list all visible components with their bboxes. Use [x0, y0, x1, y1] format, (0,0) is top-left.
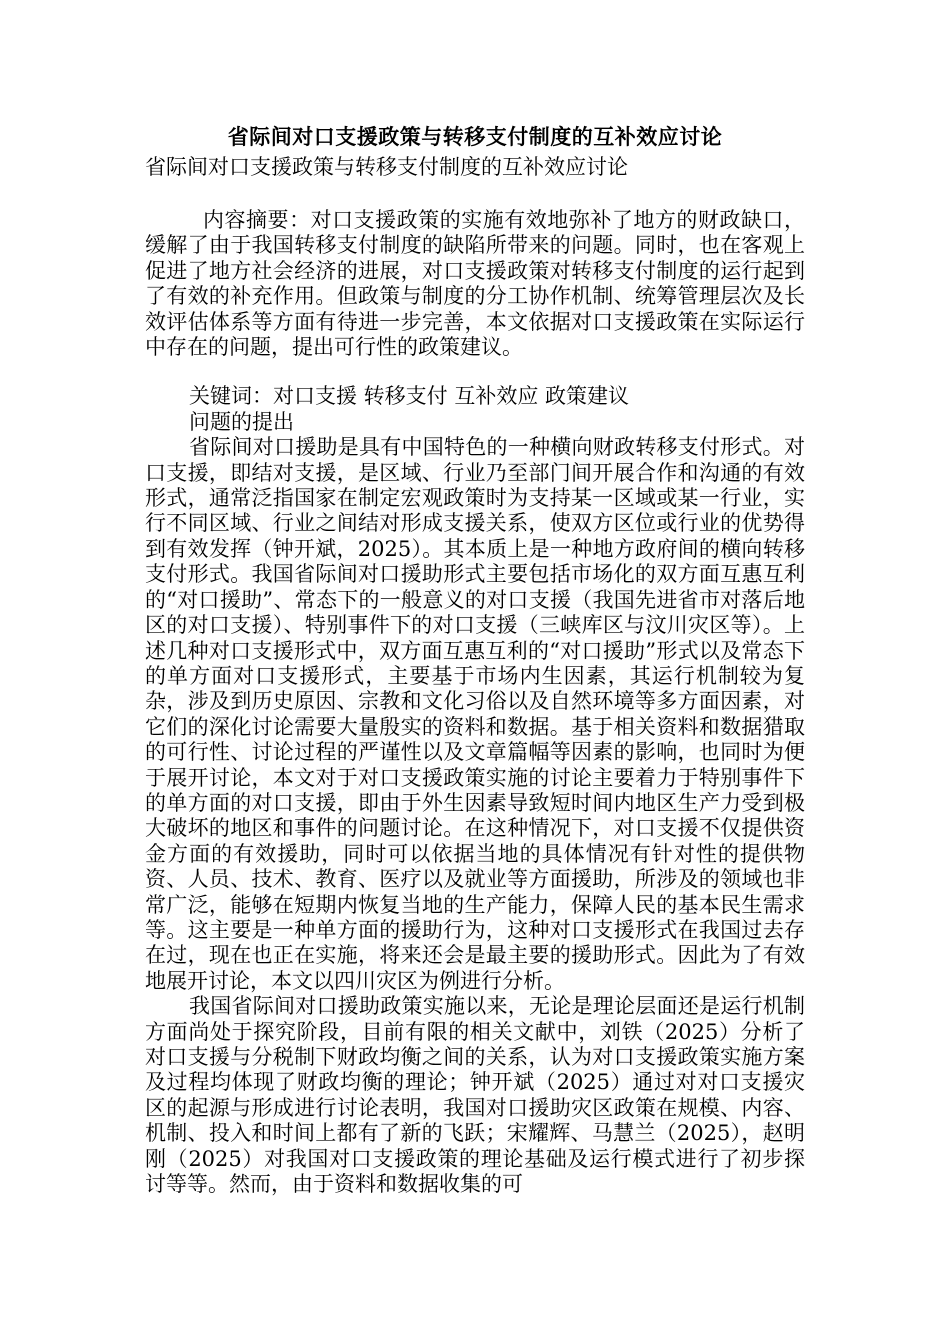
document-subtitle: 省际间对口支援政策与转移支付制度的互补效应讨论	[145, 155, 628, 179]
document-body	[145, 122, 805, 1197]
keywords-line: 关键词：对口支援 转移支付 互补效应 政策建议	[189, 384, 630, 409]
document-title: 省际间对口支援政策与转移支付制度的互补效应讨论	[227, 124, 723, 149]
body-paragraph-2: 我国省际间对口援助政策实施以来，无论是理论层面还是运行机制方面尚处于探究阶段，目前有限的相关文献中，刘铁（2025）分析了对口支援与分税制下财政均衡之间的关系，认为对口支援政策实施方案及过程均体现了财政均衡的理论；钟开斌（2025）通过对对口支援灾区的起源与形成进行讨论表明，我国对口援助灾区政策在规模、内容、机制、投入和时间上都有了新的飞跃；宋耀辉、马慧兰（2025），赵明刚（2025）对我国对口支援政策的理论基础及运行模式进行了初步探讨等等。然而，由于资料和数据收集的可	[145, 994, 805, 1197]
section-heading: 问题的提出	[189, 409, 294, 434]
body-paragraph-1: 省际间对口援助是具有中国特色的一种横向财政转移支付形式。对口支援，即结对支援，是区域、行业乃至部门间开展合作和沟通的有效形式，通常泛指国家在制定宏观政策时为支持某一区域或某一行业，实行不同区域、行业之间结对形成支援关系，使双方区位或行业的优势得到有效发挥（钟开斌，2025）。其本质上是一种地方政府间的横向转移支付形式。我国省际间对口援助形式主要包括市场化的双方面互惠互利的“对口援助”、常态下的一般意义的对口支援（我国先进省市对落后地区的对口支援）、特别事件下的对口支援（三峡库区与汶川灾区等）。上述几种对口支援形式中，双方面互惠互利的“对口援助”形式以及常态下的单方面对口支援形式，主要基于市场内生因素，其运行机制较为复杂，涉及到历史原因、宗教和文化习俗以及自然环境等多方面因素，对它们的深化讨论需要大量殷实的资料和数据。基于相关资料和数据猎取的可行性、讨论过程的严谨性以及文章篇幅等因素的影响，也同时为便于展开讨论，本文对于对口支援政策实施的讨论主要着力于特别事件下的单方面的对口支援，即由于外生因素导致短时间内地区生产力受到极大破坏的地区和事件的问题讨论。在这种情况下，对口支援不仅提供资金方面的有效援助，同时可以依据当地的具体情况有针对性的提供物资、人员、技术、教育、医疗以及就业等方面援助，所涉及的领域也非常广泛，能够在短期内恢复当地的生产能力，保障人民的基本民生需求等。这主要是一种单方面的援助行为，这种对口支援形式在我国过去存在过，现在也正在实施，将来还会是最主要的援助形式。因此为了有效地展开讨论，本文以四川灾区为例进行分析。	[145, 435, 805, 993]
abstract-paragraph: 内容摘要：对口支援政策的实施有效地弥补了地方的财政缺口，缓解了由于我国转移支付制度的缺陷所带来的问题。同时，也在客观上促进了地方社会经济的进展，对口支援政策对转移支付制度的运行起到了有效的补充作用。但政策与制度的分工协作机制、统筹管理层次及长效评估体系等方面有待进一步完善，本文依据对口支援政策在实际运行中存在的问题，提出可行性的政策建议。	[145, 208, 805, 360]
